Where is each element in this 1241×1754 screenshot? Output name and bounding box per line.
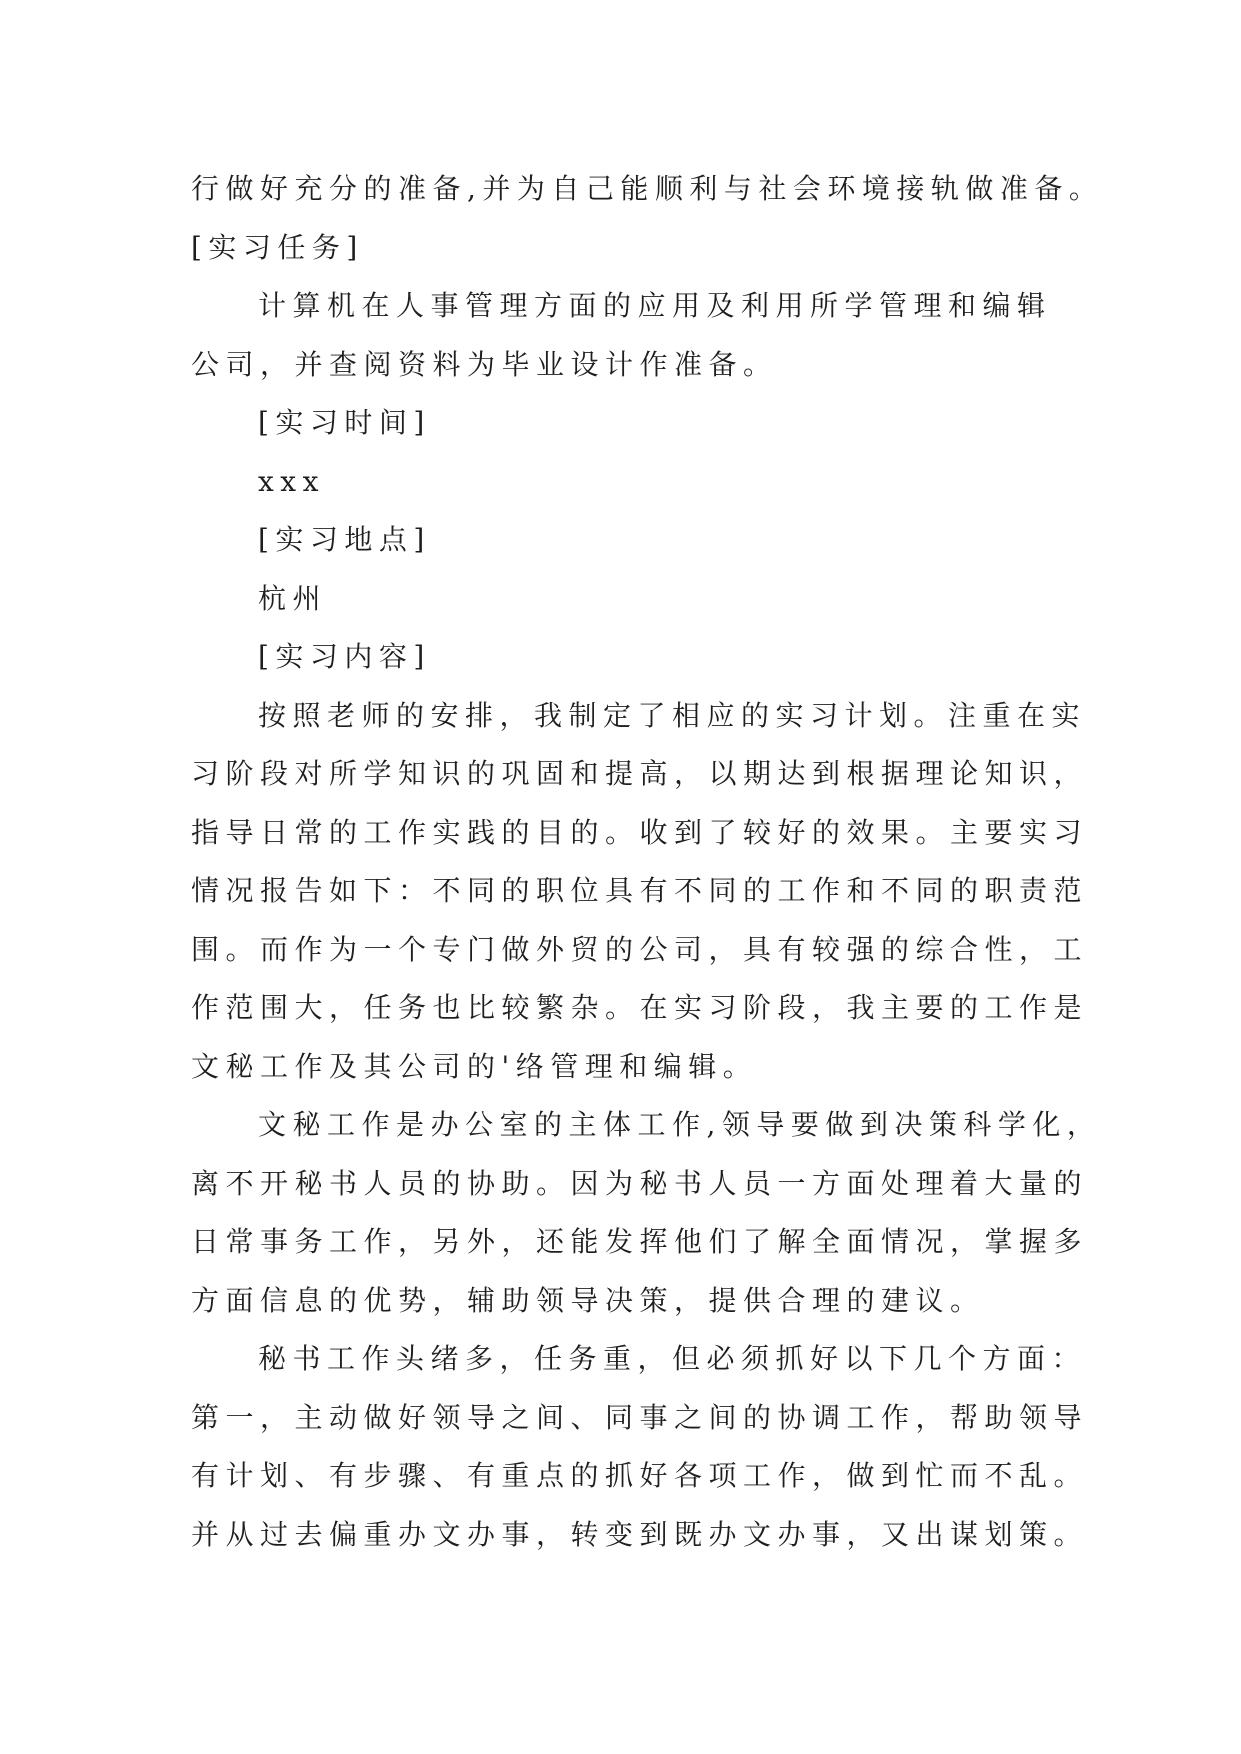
text-line: 有计划、有步骤、有重点的抓好各项工作，做到忙而不乱。 — [191, 1459, 1089, 1492]
text-line: 秘书工作头绪多，任务重，但必须抓好以下几个方面： — [258, 1342, 1087, 1375]
text-line: 情况报告如下：不同的职位具有不同的工作和不同的职责范 — [191, 874, 1089, 907]
text-line: 文秘工作是办公室的主体工作,领导要做到决策科学化， — [258, 1108, 1102, 1141]
section-heading-time: [实习时间] — [258, 406, 431, 439]
text-line: 第一，主动做好领导之间、同事之间的协调工作，帮助领导 — [191, 1400, 1089, 1434]
document-body — [191, 160, 1191, 1564]
text-line: 按照老师的安排，我制定了相应的实习计划。注重在实 — [258, 698, 1087, 732]
text-line: 计算机在人事管理方面的应用及利用所学管理和编辑 — [258, 289, 1052, 322]
text-line: 日常事务工作，另外，还能发挥他们了解全面情况，掌握多 — [191, 1225, 1089, 1258]
text-line: 围。而作为一个专门做外贸的公司，具有较强的综合性，工 — [191, 932, 1089, 966]
text-line: 指导日常的工作实践的目的。收到了较好的效果。主要实习 — [191, 815, 1089, 849]
section-heading-task: [实习任务] — [191, 230, 364, 264]
section-heading-content: [实习内容] — [258, 640, 431, 673]
text-line: 习阶段对所学知识的巩固和提高，以期达到根据理论知识， — [191, 757, 1089, 790]
internship-time-value: xxx — [258, 464, 325, 498]
text-line: 公司，并查阅资料为毕业设计作准备。 — [191, 347, 778, 381]
text-line: 方面信息的优势，辅助领导决策，提供合理的建议。 — [191, 1283, 985, 1317]
text-line: 离不开秘书人员的协助。因为秘书人员一方面处理着大量的 — [191, 1166, 1089, 1200]
internship-location-value: 杭州 — [258, 581, 328, 615]
section-heading-location: [实习地点] — [258, 523, 431, 556]
text-line: 文秘工作及其公司的'络管理和编辑。 — [191, 1049, 758, 1083]
text-line: 作范围大，任务也比较繁杂。在实习阶段，我主要的工作是 — [191, 991, 1089, 1024]
text-line: 并从过去偏重办文办事，转变到既办文办事，又出谋划策。 — [191, 1517, 1089, 1551]
text-line: 行做好充分的准备,并为自己能顺利与社会环境接轨做准备。 — [191, 172, 1104, 205]
